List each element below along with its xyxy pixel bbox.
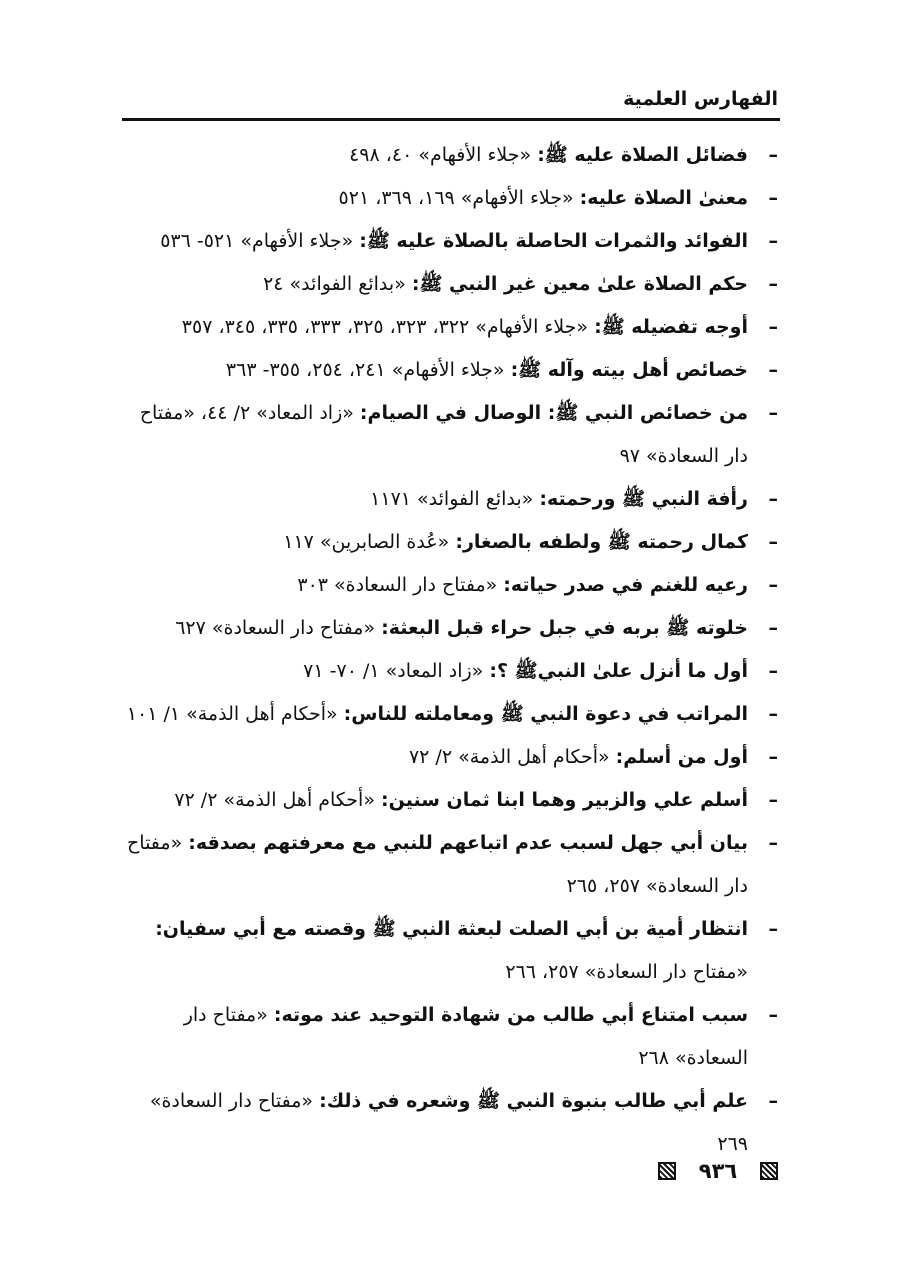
- dash-marker: –: [768, 488, 778, 510]
- index-entry: [120, 1080, 778, 1166]
- ornament-icon: [760, 1162, 778, 1180]
- entry-topic: خصائص أهل بيته وآله ﷺ:: [510, 359, 748, 381]
- index-entry: [120, 564, 778, 607]
- entry-citation: «جلاء الأفهام» ٥٢١- ٥٣٦: [160, 230, 360, 252]
- entry-topic: أسلم علي والزبير وهما ابنا ثمان سنين:: [381, 789, 748, 811]
- dash-marker: –: [768, 359, 778, 381]
- dash-marker: –: [768, 402, 778, 424]
- dash-marker: –: [768, 1090, 778, 1112]
- dash-marker: –: [768, 918, 778, 940]
- index-entry: [120, 263, 778, 306]
- entry-topic: فضائل الصلاة عليه ﷺ:: [537, 144, 748, 166]
- index-entries: [120, 134, 778, 1166]
- index-entry: [120, 994, 778, 1080]
- running-head: الفهارس العلمية: [623, 88, 778, 110]
- entry-citation: «عُدة الصابرين» ١١٧: [283, 531, 456, 553]
- entry-citation: «زاد المعاد» ٢/ ٤٤، «مفتاح دار السعادة» ٩٧: [139, 402, 748, 467]
- entry-topic: أول من أسلم:: [615, 746, 748, 768]
- entry-topic: انتظار أمية بن أبي الصلت لبعثة النبي ﷺ وقصته مع أبي سفيان:: [155, 918, 748, 940]
- entry-topic: بيان أبي جهل لسبب عدم اتباعهم للنبي مع معرفتهم بصدقه:: [188, 832, 748, 854]
- index-entry: [120, 779, 778, 822]
- entry-topic: أوجه تفضيله ﷺ:: [594, 316, 748, 338]
- index-entry: [120, 736, 778, 779]
- entry-topic: علم أبي طالب بنبوة النبي ﷺ وشعره في ذلك:: [319, 1090, 748, 1112]
- entry-citation: «أحكام أهل الذمة» ١/ ١٠١: [126, 703, 344, 725]
- dash-marker: –: [768, 832, 778, 854]
- index-entry: [120, 607, 778, 650]
- index-entry: [120, 177, 778, 220]
- index-entry: [120, 908, 778, 994]
- dash-marker: –: [768, 316, 778, 338]
- ornament-icon: [658, 1162, 676, 1180]
- dash-marker: –: [768, 144, 778, 166]
- entry-citation: «مفتاح دار السعادة» ٢٦٩: [149, 1090, 748, 1155]
- dash-marker: –: [768, 230, 778, 252]
- dash-marker: –: [768, 660, 778, 682]
- entry-topic: معنىٰ الصلاة عليه:: [579, 187, 748, 209]
- dash-marker: –: [768, 1004, 778, 1026]
- index-entry: [120, 349, 778, 392]
- entry-citation: «بدائع الفوائد» ١١٧١: [370, 488, 540, 510]
- entry-topic: أول ما أنزل علىٰ النبيﷺ ؟:: [489, 660, 748, 682]
- index-entry: [120, 693, 778, 736]
- index-entry: [120, 134, 778, 177]
- entry-citation: «مفتاح دار السعادة» ٢٦٨: [183, 1004, 748, 1069]
- entry-citation: «جلاء الأفهام» ١٦٩، ٣٦٩، ٥٢١: [338, 187, 580, 209]
- index-entry: [120, 220, 778, 263]
- entry-citation: «أحكام أهل الذمة» ٢/ ٧٢: [174, 789, 381, 811]
- entry-citation: «مفتاح دار السعادة» ٢٥٧، ٢٦٦: [505, 961, 748, 983]
- entry-citation: «مفتاح دار السعادة» ٢٥٧، ٢٦٥: [127, 832, 748, 897]
- dash-marker: –: [768, 617, 778, 639]
- dash-marker: –: [768, 531, 778, 553]
- index-entry: [120, 392, 778, 478]
- index-entry: [120, 306, 778, 349]
- entry-citation: «جلاء الأفهام» ٢٤١، ٢٥٤، ٣٥٥- ٣٦٣: [225, 359, 511, 381]
- dash-marker: –: [768, 789, 778, 811]
- entry-topic: رعيه للغنم في صدر حياته:: [503, 574, 748, 596]
- index-entry: [120, 822, 778, 908]
- header-rule: [122, 118, 780, 121]
- index-entry: [120, 650, 778, 693]
- entry-citation: «مفتاح دار السعادة» ٦٢٧: [175, 617, 382, 639]
- entry-topic: حكم الصلاة علىٰ معين غير النبي ﷺ:: [411, 273, 748, 295]
- page-footer: [658, 1156, 778, 1186]
- entry-topic: سبب امتناع أبي طالب من شهادة التوحيد عند موته:: [273, 1004, 748, 1026]
- entry-citation: «مفتاح دار السعادة» ٣٠٣: [297, 574, 504, 596]
- entry-topic: المراتب في دعوة النبي ﷺ ومعاملته للناس:: [343, 703, 748, 725]
- entry-citation: «جلاء الأفهام» ٣٢٢، ٣٢٣، ٣٢٥، ٣٣٣، ٣٣٥، ٣٤٥، ٣٥٧: [181, 316, 595, 338]
- dash-marker: –: [768, 187, 778, 209]
- entry-citation: «أحكام أهل الذمة» ٢/ ٧٢: [408, 746, 616, 768]
- entry-topic: خلوته ﷺ بربه في جبل حراء قبل البعثة:: [381, 617, 748, 639]
- dash-marker: –: [768, 703, 778, 725]
- entry-topic: كمال رحمته ﷺ ولطفه بالصغار:: [455, 531, 748, 553]
- entry-citation: «بدائع الفوائد» ٢٤: [263, 273, 412, 295]
- page-number: ٩٣٦: [698, 1159, 738, 1183]
- entry-topic: الفوائد والثمرات الحاصلة بالصلاة عليه ﷺ:: [359, 230, 748, 252]
- entry-citation: «جلاء الأفهام» ٤٠، ٤٩٨: [349, 144, 538, 166]
- index-entry: [120, 521, 778, 564]
- dash-marker: –: [768, 273, 778, 295]
- entry-topic: رأفة النبي ﷺ ورحمته:: [539, 488, 748, 510]
- index-entry: [120, 478, 778, 521]
- dash-marker: –: [768, 574, 778, 596]
- entry-citation: «زاد المعاد» ١/ ٧٠- ٧١: [303, 660, 490, 682]
- entry-topic: من خصائص النبي ﷺ: الوصال في الصيام:: [359, 402, 748, 424]
- dash-marker: –: [768, 746, 778, 768]
